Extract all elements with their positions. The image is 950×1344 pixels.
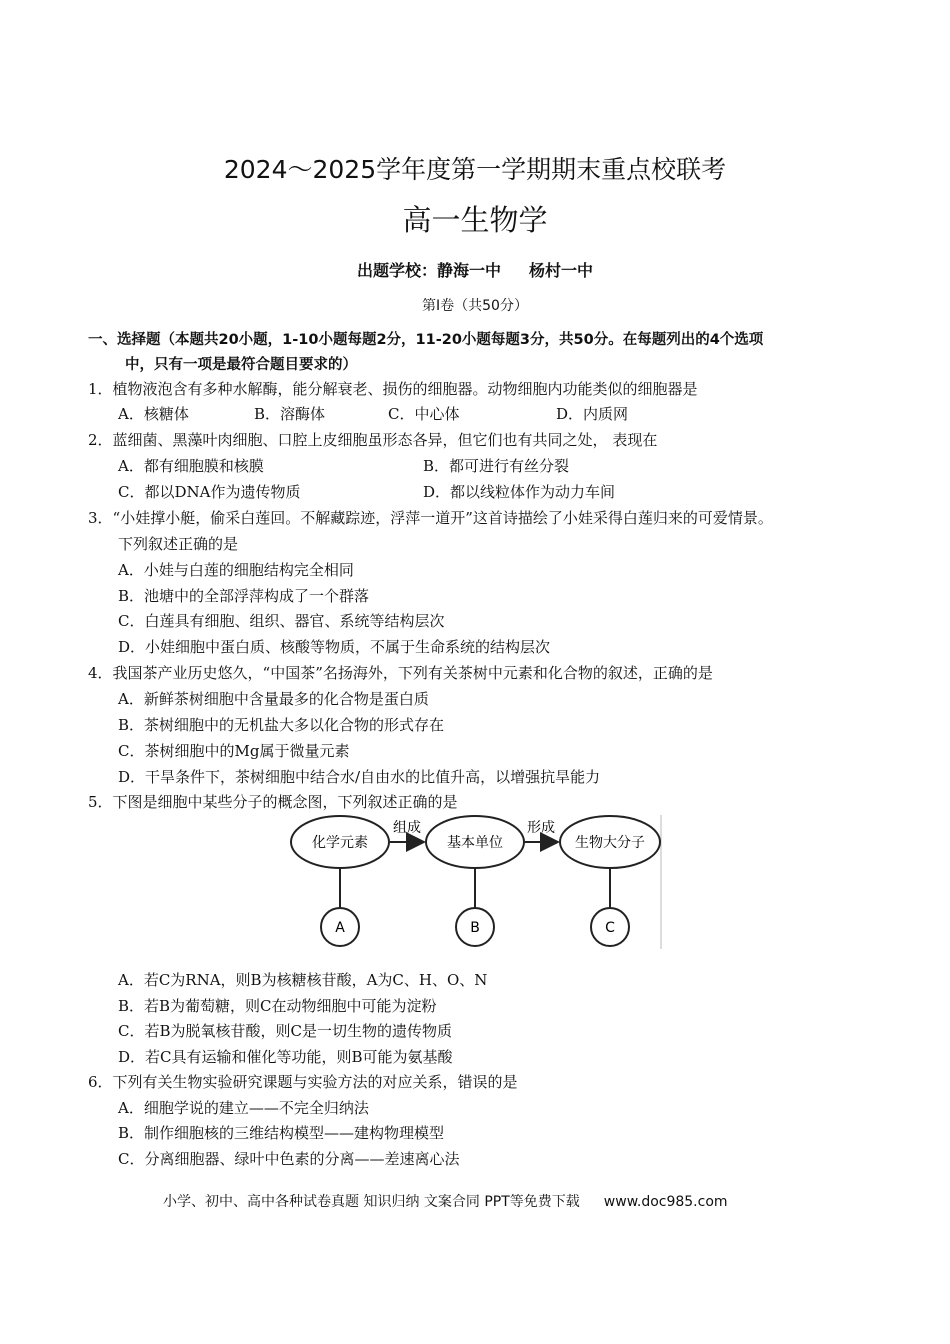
- q5-option-a: A．若C为RNA，则B为核糖核苷酸，A为C、H、O、N: [118, 971, 488, 989]
- school-second: 杨村一中: [529, 261, 594, 280]
- circle-a-label: A: [335, 920, 345, 936]
- q6-stem: 6．下列有关生物实验研究课题与实验方法的对应关系，错误的是: [88, 1073, 518, 1091]
- q1-stem: 1．植物液泡含有多种水解酶，能分解衰老、损伤的细胞器。动物细胞内功能类似的细胞器是: [88, 380, 698, 398]
- q2-stem: 2．蓝细菌、黑藻叶肉细胞、口腔上皮细胞虽形态各异，但它们也有共同之处， 表现在: [88, 431, 658, 449]
- footer-text: 小学、初中、高中各种试卷真题 知识归纳 文案合同 PPT等免费下载: [163, 1194, 580, 1210]
- q1-option-d: D．内质网: [556, 405, 629, 423]
- q5-option-b: B．若B为葡萄糖，则C在动物细胞中可能为淀粉: [118, 997, 437, 1015]
- q4-option-c: C．茶树细胞中的Mg属于微量元素: [118, 742, 350, 760]
- circle-b-label: B: [470, 920, 480, 936]
- q5-option-d: D．若C具有运输和催化等功能，则B可能为氨基酸: [118, 1048, 453, 1066]
- q4-option-d: D．干旱条件下，茶树细胞中结合水/自由水的比值升高，以增强抗旱能力: [118, 768, 601, 786]
- node-units-label: 基本单位: [447, 835, 503, 851]
- q5-stem: 5．下图是细胞中某些分子的概念图，下列叙述正确的是: [88, 793, 458, 811]
- q4-option-a: A．新鲜茶树细胞中含量最多的化合物是蛋白质: [118, 690, 429, 708]
- concept-map-diagram: [280, 812, 665, 952]
- section-heading-line1: 一、选择题（本题共20小题，1-10小题每题2分，11-20小题每题3分，共50分。在每题列出的4个选项: [88, 332, 764, 348]
- q3-option-d: D．小娃细胞中蛋白质、核酸等物质，不属于生命系统的结构层次: [118, 638, 551, 656]
- circle-c-label: C: [605, 920, 615, 936]
- q5-option-c: C．若B为脱氧核苷酸，则C是一切生物的遗传物质: [118, 1022, 452, 1040]
- q6-option-b: B．制作细胞核的三维结构模型——建构物理模型: [118, 1124, 445, 1142]
- q1-option-b: B．溶酶体: [254, 405, 326, 423]
- arrow-compose-label: 组成: [393, 820, 421, 836]
- arrow-form-label: 形成: [527, 820, 555, 836]
- q1-option-c: C．中心体: [388, 405, 460, 423]
- q2-option-a: A．都有细胞膜和核膜: [118, 457, 264, 475]
- q3-option-a: A．小娃与白莲的细胞结构完全相同: [118, 561, 354, 579]
- q4-stem: 4．我国茶产业历史悠久，“中国茶”名扬海外，下列有关茶树中元素和化合物的叙述，正确的是: [88, 664, 713, 682]
- exam-title: 2024～2025学年度第一学期期末重点校联考: [223, 155, 727, 184]
- q2-option-c: C．都以DNA作为遗传物质: [118, 483, 301, 501]
- q6-option-c: C．分离细胞器、绿叶中色素的分离——差速离心法: [118, 1150, 460, 1168]
- q3-stem: 3．“小娃撑小艇，偷采白莲回。不解藏踪迹，浮萍一道开”这首诗描绘了小娃采得白莲归来的可爱情景。: [88, 509, 773, 527]
- q2-option-d: D．都以线粒体作为动力车间: [423, 483, 616, 501]
- footer: [163, 1191, 728, 1211]
- footer-url[interactable]: www.doc985.com: [603, 1194, 728, 1210]
- subject-title: 高一生物学: [402, 203, 548, 237]
- node-macromolecule-label: 生物大分子: [575, 835, 645, 851]
- school-label: 出题学校：静海一中: [356, 261, 501, 280]
- q6-option-a: A．细胞学说的建立——不完全归纳法: [118, 1099, 369, 1117]
- q3-stem-continued: 下列叙述正确的是: [118, 535, 239, 553]
- node-elements-label: 化学元素: [312, 835, 368, 851]
- q3-option-c: C．白莲具有细胞、组织、器官、系统等结构层次: [118, 612, 445, 630]
- school-line: [0, 258, 950, 281]
- q1-option-a: A．核糖体: [118, 405, 189, 423]
- volume-label: 第Ⅰ卷（共50分）: [422, 298, 528, 314]
- section-heading-line2: 中，只有一项是最符合题目要求的）: [125, 357, 357, 373]
- q4-option-b: B．茶树细胞中的无机盐大多以化合物的形式存在: [118, 716, 445, 734]
- q2-option-b: B．都可进行有丝分裂: [423, 457, 570, 475]
- q3-option-b: B．池塘中的全部浮萍构成了一个群落: [118, 587, 370, 605]
